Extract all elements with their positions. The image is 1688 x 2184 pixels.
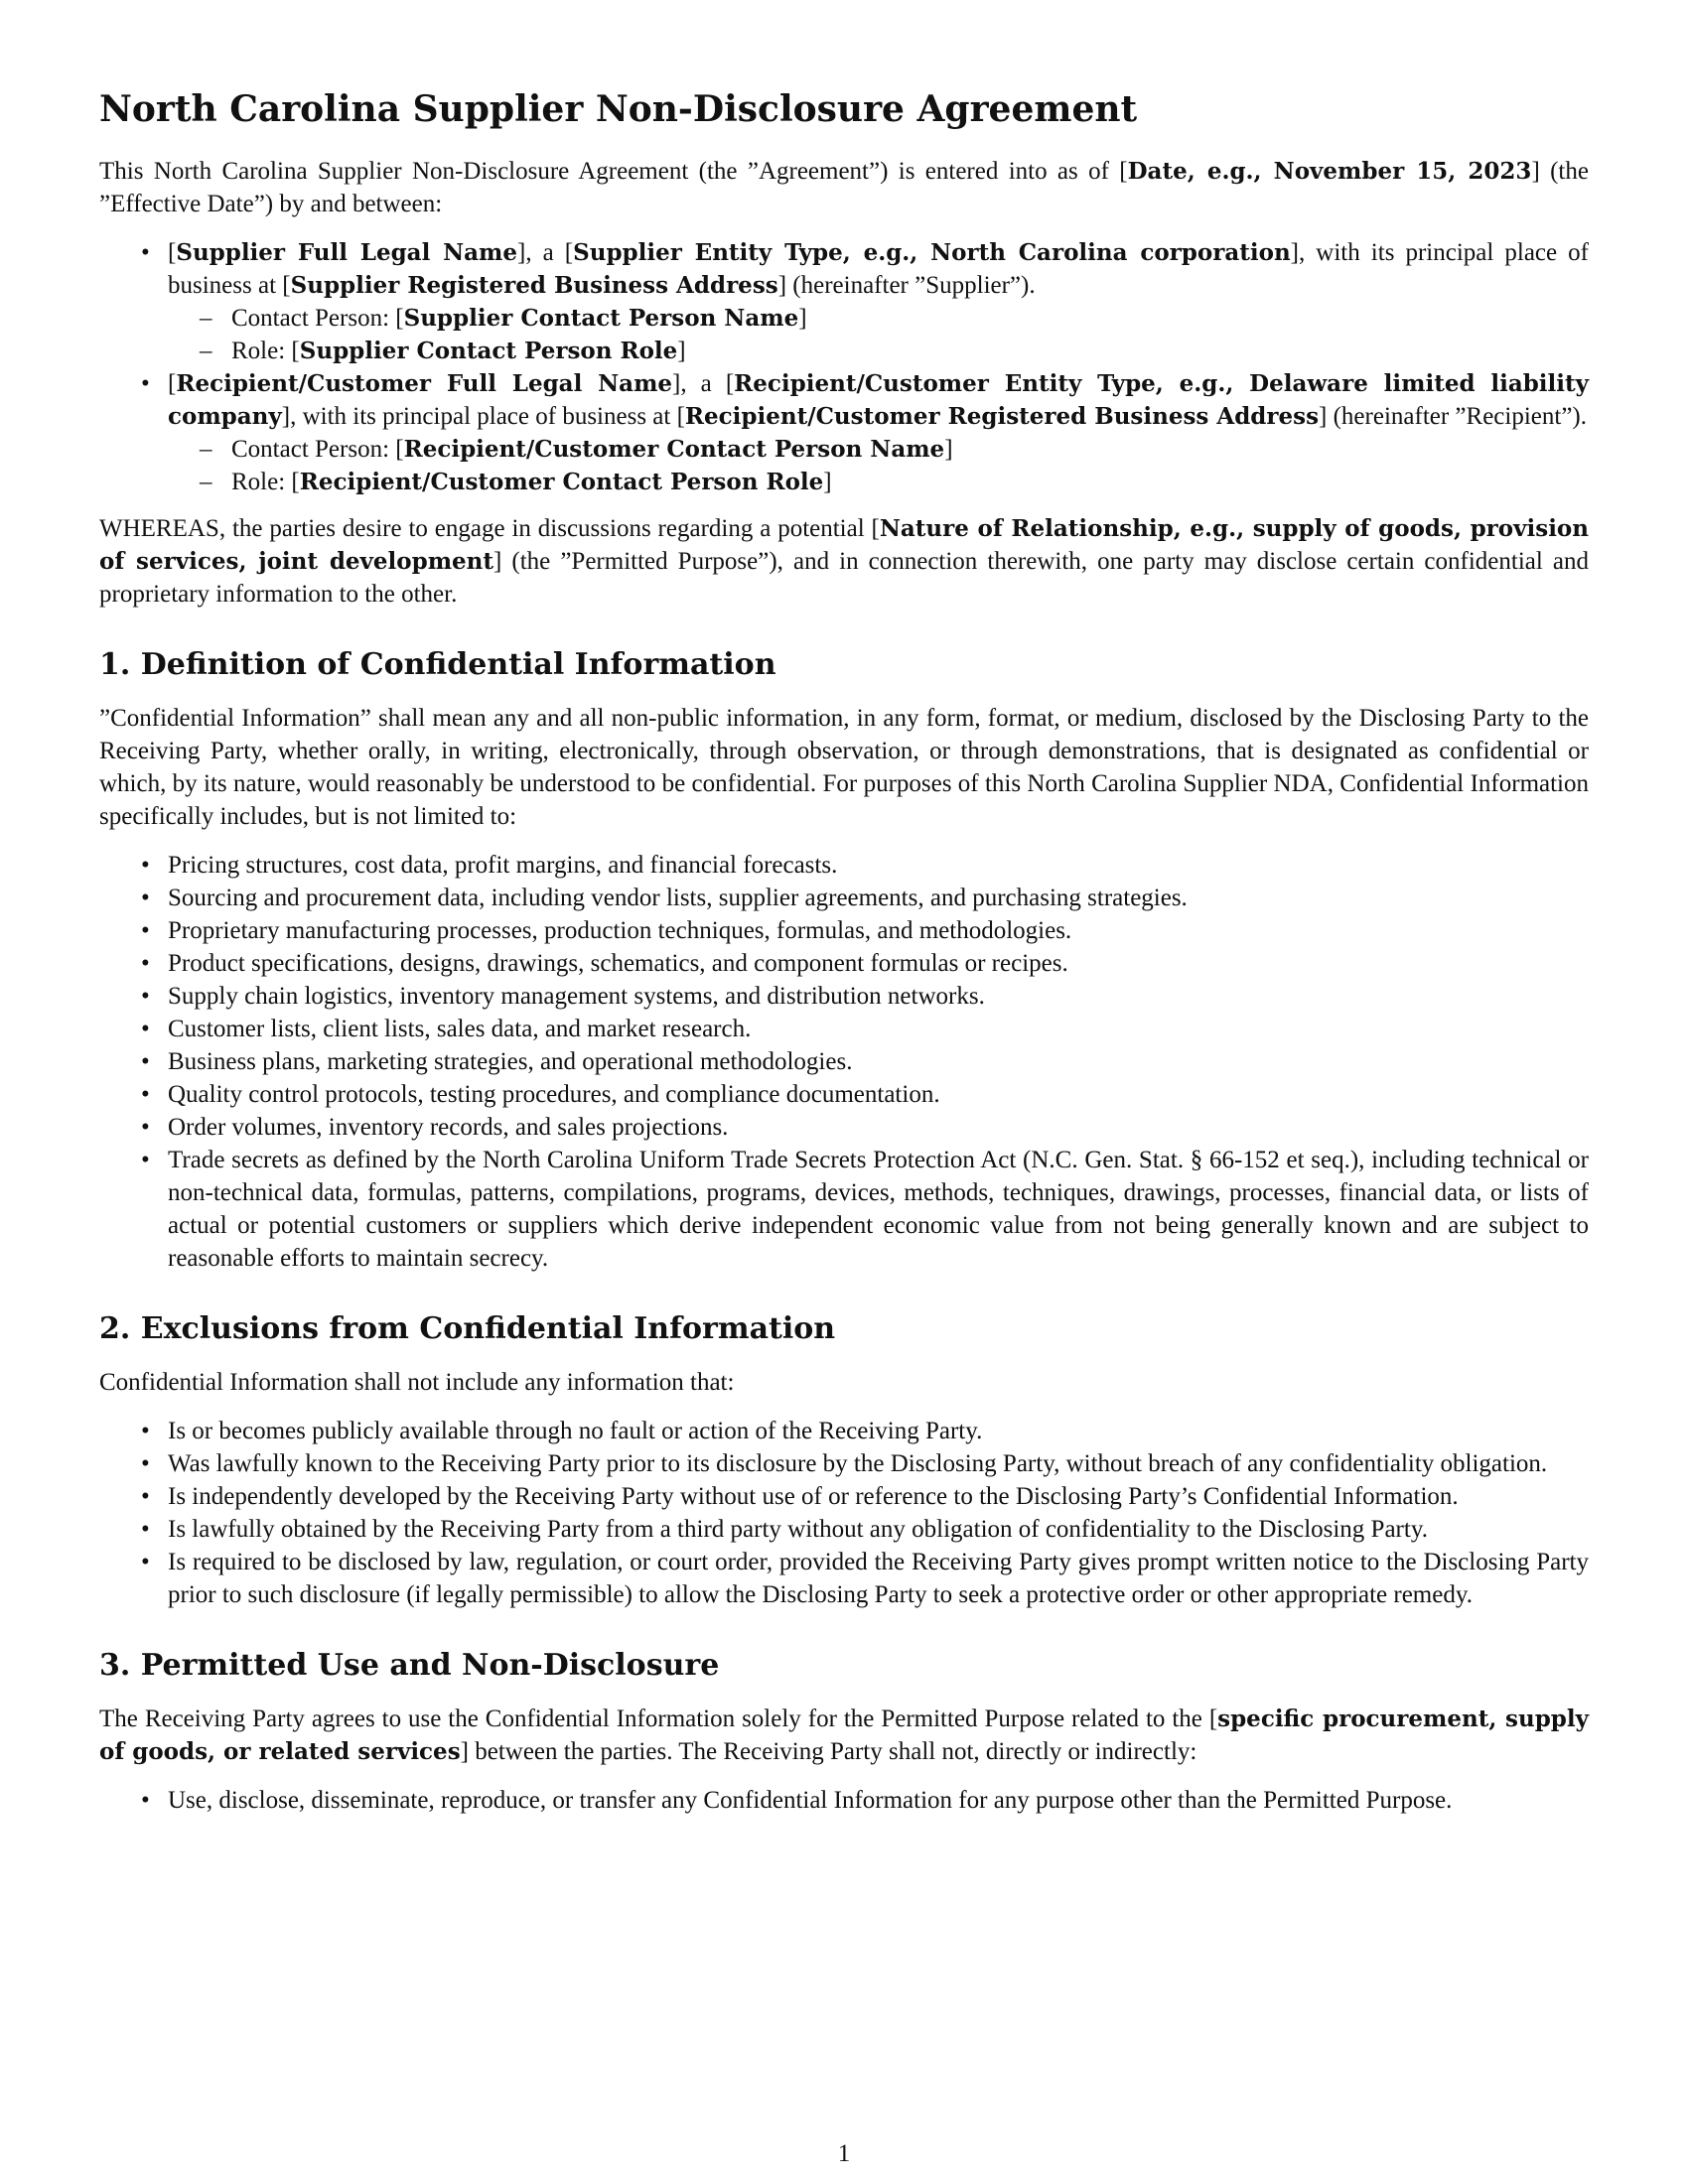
label: Contact Person: [ xyxy=(231,305,404,332)
list-item: • Use, disclose, disseminate, reproduce, or transfer any Confidential Information for any purpose other than the Permitted Purpose. xyxy=(99,1784,1589,1817)
party-supplier xyxy=(99,236,1589,367)
document-page xyxy=(99,87,1589,1831)
list-item: • Customer lists, client lists, sales data, and market research. xyxy=(99,1013,1589,1045)
supplier-role xyxy=(168,335,1589,367)
list-item: • Was lawfully known to the Receiving Party prior to its disclosure by the Disclosing Party, without breach of any confidentiality obligation. xyxy=(99,1447,1589,1480)
recipient-contact xyxy=(168,433,1589,466)
whereas-paragraph xyxy=(99,512,1589,611)
text: [ xyxy=(168,370,177,397)
section-3-list xyxy=(99,1784,1589,1817)
recipient-name: Recipient/Customer Full Legal Name xyxy=(176,370,673,397)
list-item: • Trade secrets as defined by the North Carolina Uniform Trade Secrets Protection Act (N.C. Gen. Stat. § 66-152 et seq.), including technical or non-technical data, formulas, patterns, compilations, programs, devices, methods, techniques, drawings, processes, financial data, or lists of actual or potential customers or suppliers which derive independent economic value from not being generally known and are subject to reasonable efforts to maintain secrecy. xyxy=(99,1144,1589,1275)
intro-paragraph xyxy=(99,155,1589,220)
recipient-role xyxy=(168,466,1589,498)
effective-date-placeholder: Date, e.g., November 15, 2023 xyxy=(1127,158,1532,185)
list-item: • Sourcing and procurement data, including vendor lists, supplier agreements, and purchasing strategies. xyxy=(99,882,1589,914)
bracket: ] xyxy=(677,338,686,364)
list-item: • Quality control protocols, testing procedures, and compliance documentation. xyxy=(99,1078,1589,1111)
text: ], a [ xyxy=(517,239,574,266)
document-title: North Carolina Supplier Non-Disclosure Agreement xyxy=(99,88,1138,130)
section-1-paragraph: ”Confidential Information” shall mean any and all non-public information, in any form, format, or medium, disclosed by the Disclosing Party to the Receiving Party, whether orally, in writing, electronically, through observation, or through demonstrations, that is designated as confidential or which, by its nature, would reasonably be understood to be confidential. For purposes of this North Carolina Supplier NDA, Confidential Information specifically includes, but is not limited to: xyxy=(99,705,1589,830)
section-2-paragraph: Confidential Information shall not include any information that: xyxy=(99,1369,735,1396)
label: Role: [ xyxy=(231,338,300,364)
supplier-contact xyxy=(168,302,1589,335)
section-2-list xyxy=(99,1415,1589,1611)
intro-text-1: This North Carolina Supplier Non-Disclosure Agreement (the ”Agreement”) is entered into as of [ xyxy=(99,158,1128,185)
list-item: • Supply chain logistics, inventory management systems, and distribution networks. xyxy=(99,980,1589,1013)
recipient-entity: Recipient/Customer Entity Type, e.g., Delaware limited liability company xyxy=(168,370,1590,430)
text: ] (hereinafter ”Supplier”). xyxy=(777,272,1036,299)
supplier-name: Supplier Full Legal Name xyxy=(176,239,518,266)
recipient-contact-name: Recipient/Customer Contact Person Name xyxy=(403,436,945,463)
text: ] (hereinafter ”Recipient”). xyxy=(1319,403,1588,430)
recipient-role-name: Recipient/Customer Contact Person Role xyxy=(299,469,824,495)
recipient-contact-list xyxy=(168,433,1589,498)
list-item: • Product specifications, designs, drawings, schematics, and component formulas or recipes. xyxy=(99,947,1589,980)
list-item: • Is required to be disclosed by law, regulation, or court order, provided the Receiving Party gives prompt written notice to the Disclosing Party prior to such disclosure (if legally permissible) to allow the Disclosing Party to seek a protective order or other appropriate remedy. xyxy=(99,1546,1589,1611)
relationship-placeholder: Nature of Relationship, e.g., supply of goods, provision of services, joint development xyxy=(99,515,1589,575)
list-item: • Is lawfully obtained by the Receiving Party from a third party without any obligation of confidentiality to the Disclosing Party. xyxy=(99,1513,1589,1546)
section-1-list xyxy=(99,849,1589,1275)
section-1-heading: 1. Definition of Confidential Information xyxy=(99,647,776,682)
list-item: • Order volumes, inventory records, and sales projections. xyxy=(99,1111,1589,1144)
supplier-entity: Supplier Entity Type, e.g., North Carolina corporation xyxy=(573,239,1291,266)
list-item: • Pricing structures, cost data, profit margins, and financial forecasts. xyxy=(99,849,1589,882)
label: Role: [ xyxy=(231,469,300,495)
party-recipient xyxy=(99,367,1589,498)
list-item: • Is or becomes publicly available through no fault or action of the Receiving Party. xyxy=(99,1415,1589,1447)
text: [ xyxy=(168,239,177,266)
text: The Receiving Party agrees to use the Confidential Information solely for the Permitted Purpose related to the [ xyxy=(99,1706,1218,1732)
text: WHEREAS, the parties desire to engage in discussions regarding a potential [ xyxy=(99,515,880,542)
supplier-contact-list xyxy=(168,302,1589,367)
bracket: ] xyxy=(798,305,807,332)
procurement-placeholder: specific procurement, supply of goods, or related services xyxy=(99,1706,1589,1765)
text: ] (the ”Permitted Purpose”), and in connection therewith, one party may disclose certain confidential and proprietary information to the other. xyxy=(99,548,1589,608)
list-item: • Business plans, marketing strategies, and operational methodologies. xyxy=(99,1045,1589,1078)
list-item: • Proprietary manufacturing processes, production techniques, formulas, and methodologies. xyxy=(99,914,1589,947)
section-3-paragraph xyxy=(99,1703,1589,1768)
label: Contact Person: [ xyxy=(231,436,404,463)
supplier-contact-name: Supplier Contact Person Name xyxy=(403,305,799,332)
section-2-heading: 2. Exclusions from Confidential Information xyxy=(99,1311,836,1346)
text: ], with its principal place of business at [ xyxy=(281,403,685,430)
text: ] between the parties. The Receiving Party shall not, directly or indirectly: xyxy=(460,1738,1197,1765)
list-item: • Is independently developed by the Receiving Party without use of or reference to the Disclosing Party’s Confidential Information. xyxy=(99,1480,1589,1513)
recipient-address: Recipient/Customer Registered Business Address xyxy=(684,403,1320,430)
text: ], with its principal place of business at [ xyxy=(168,239,1589,299)
bracket: ] xyxy=(944,436,953,463)
intro-text-2: ] (the ”Effective Date”) by and between: xyxy=(99,158,1589,217)
supplier-address: Supplier Registered Business Address xyxy=(290,272,778,299)
parties-list xyxy=(99,236,1589,498)
text: ], a [ xyxy=(672,370,735,397)
section-3-heading: 3. Permitted Use and Non-Disclosure xyxy=(99,1648,720,1683)
supplier-role-name: Supplier Contact Person Role xyxy=(299,338,678,364)
bracket: ] xyxy=(823,469,832,495)
page-number: 1 xyxy=(837,2140,851,2167)
